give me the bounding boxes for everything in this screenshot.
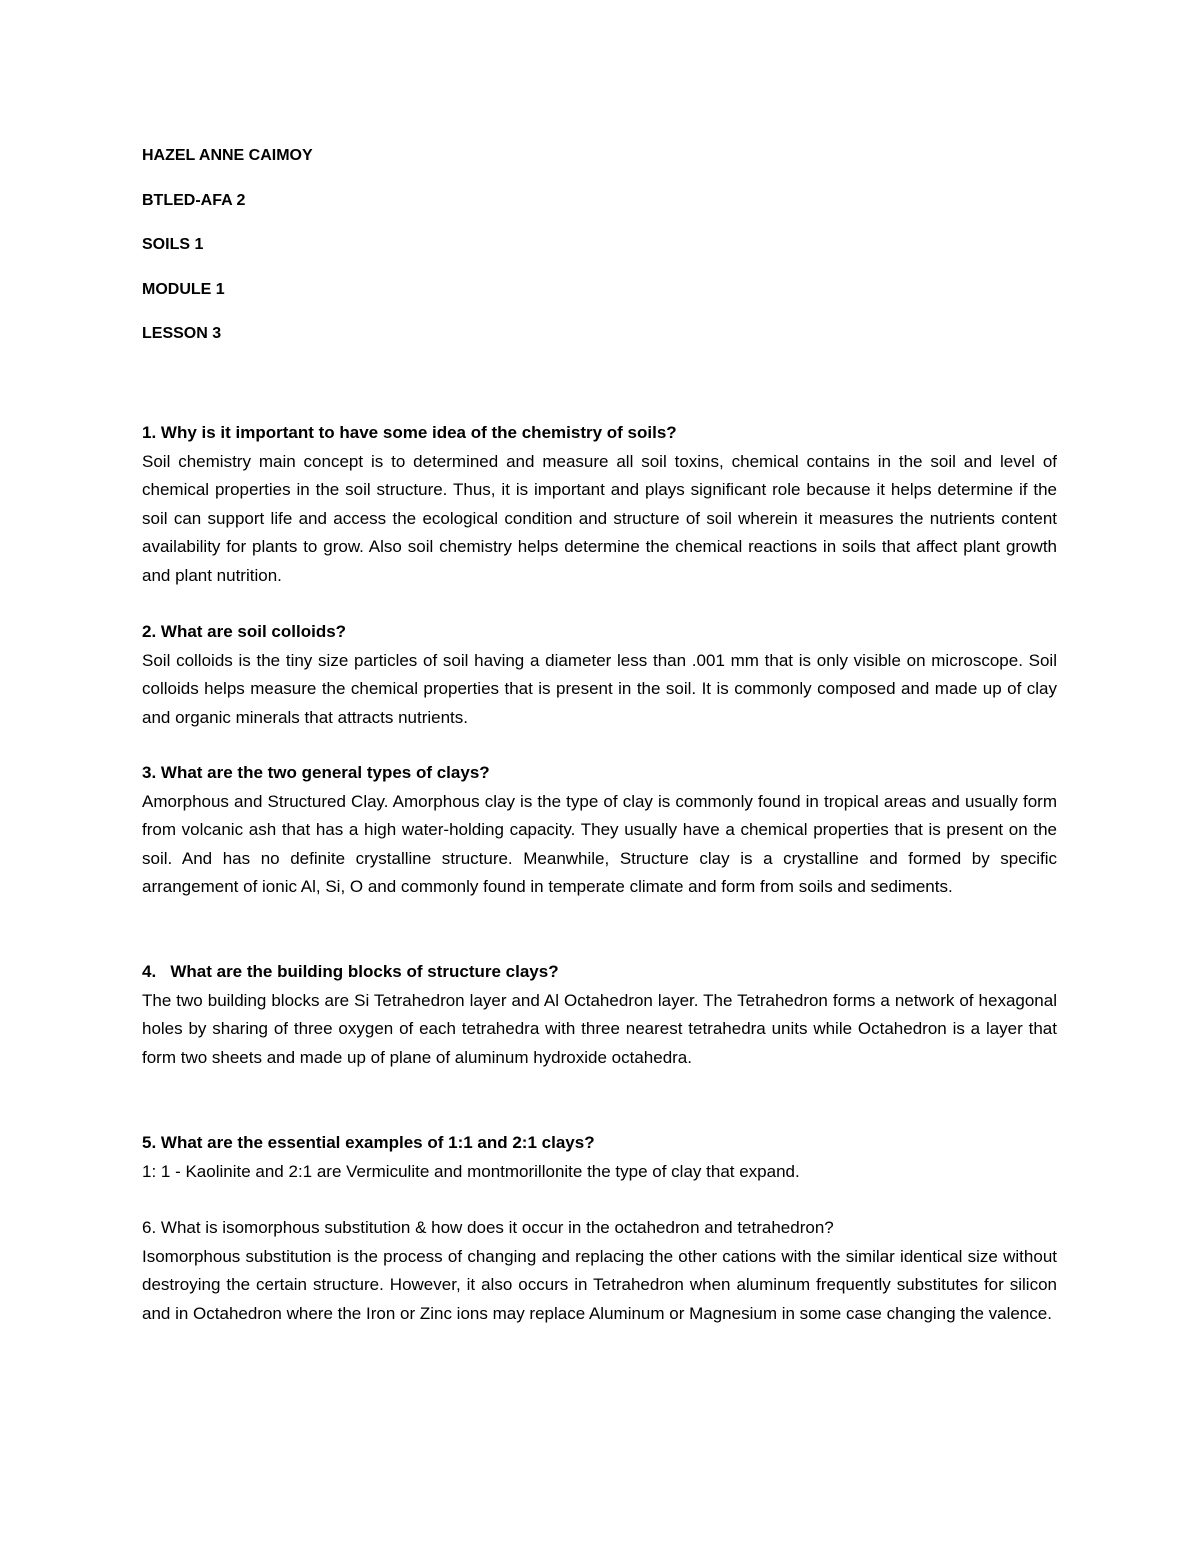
question-6: 6. What is isomorphous substitution & how does it occur in the octahedron and tetrahedron? [142,1218,834,1237]
answer-6: Isomorphous substitution is the process of changing and replacing the other cations with the similar identical size without destroying the certain structure. However, it also occurs in Tetrahedron when aluminum frequently substitutes for silicon and in Octahedron where the Iron or Zinc ions may replace Aluminum or Magnesium in some case changing the valence. [142,1246,1057,1323]
answer-3: Amorphous and Structured Clay. Amorphous clay is the type of clay is commonly found in tropical areas and usually form from volcanic ash that has a high water-holding capacity. They usually have a chemical properties that is present on the soil. And has no definite crystalline structure. Meanwhile, Structure clay is a crystalline and formed by specific arrangement of ionic Al, Si, O and commonly found in temperate climate and form from soils and sediments. [142,791,1057,896]
answer-5: 1: 1 - Kaolinite and 2:1 are Vermiculite and montmorillonite the type of clay that expand. [142,1161,800,1181]
question-5: 5. What are the essential examples of 1:1 and 2:1 clays? [142,1133,595,1152]
document-header [142,145,313,368]
course-section: BTLED-AFA 2 [142,191,246,209]
qa-item-2 [142,618,1057,732]
subject-title: SOILS 1 [142,236,204,253]
question-1: 1. Why is it important to have some idea of the chemistry of soils? [142,423,677,442]
question-4: 4. What are the building blocks of structure clays? [142,962,559,981]
qa-item-5 [142,1129,1057,1186]
student-name: HAZEL ANNE CAIMOY [142,147,313,164]
qa-item-4 [142,958,1057,1072]
answer-4: The two building blocks are Si Tetrahedron layer and Al Octahedron layer. The Tetrahedron forms a network of hexagonal holes by sharing of three oxygen of each tetrahedra with three nearest tetrahedra units while Octahedron is a layer that form two sheets and made up of plane of aluminum hydroxide octahedra. [142,990,1057,1067]
question-2: 2. What are soil colloids? [142,622,347,641]
answer-2: Soil colloids is the tiny size particles of soil having a diameter less than .001 mm that is only visible on microscope. Soil colloids helps measure the chemical properties that is present in the soil. It is commonly composed and made up of clay and organic minerals that attracts nutrients. [142,650,1057,727]
qa-item-6 [142,1214,1057,1328]
module-label: MODULE 1 [142,280,225,298]
answer-1: Soil chemistry main concept is to determined and measure all soil toxins, chemical contains in the soil and level of chemical properties in the soil structure. Thus, it is important and plays significant role because it helps determine if the soil can support life and access the ecological condition and structure of soil wherein it measures the nutrients content availability for plants to grow. Also soil chemistry helps determine the chemical reactions in soils that affect plant growth and plant nutrition. [142,451,1057,585]
qa-item-3 [142,759,1057,902]
qa-item-1 [142,419,1057,590]
lesson-label: LESSON 3 [142,325,222,342]
question-3: 3. What are the two general types of clays? [142,763,490,782]
